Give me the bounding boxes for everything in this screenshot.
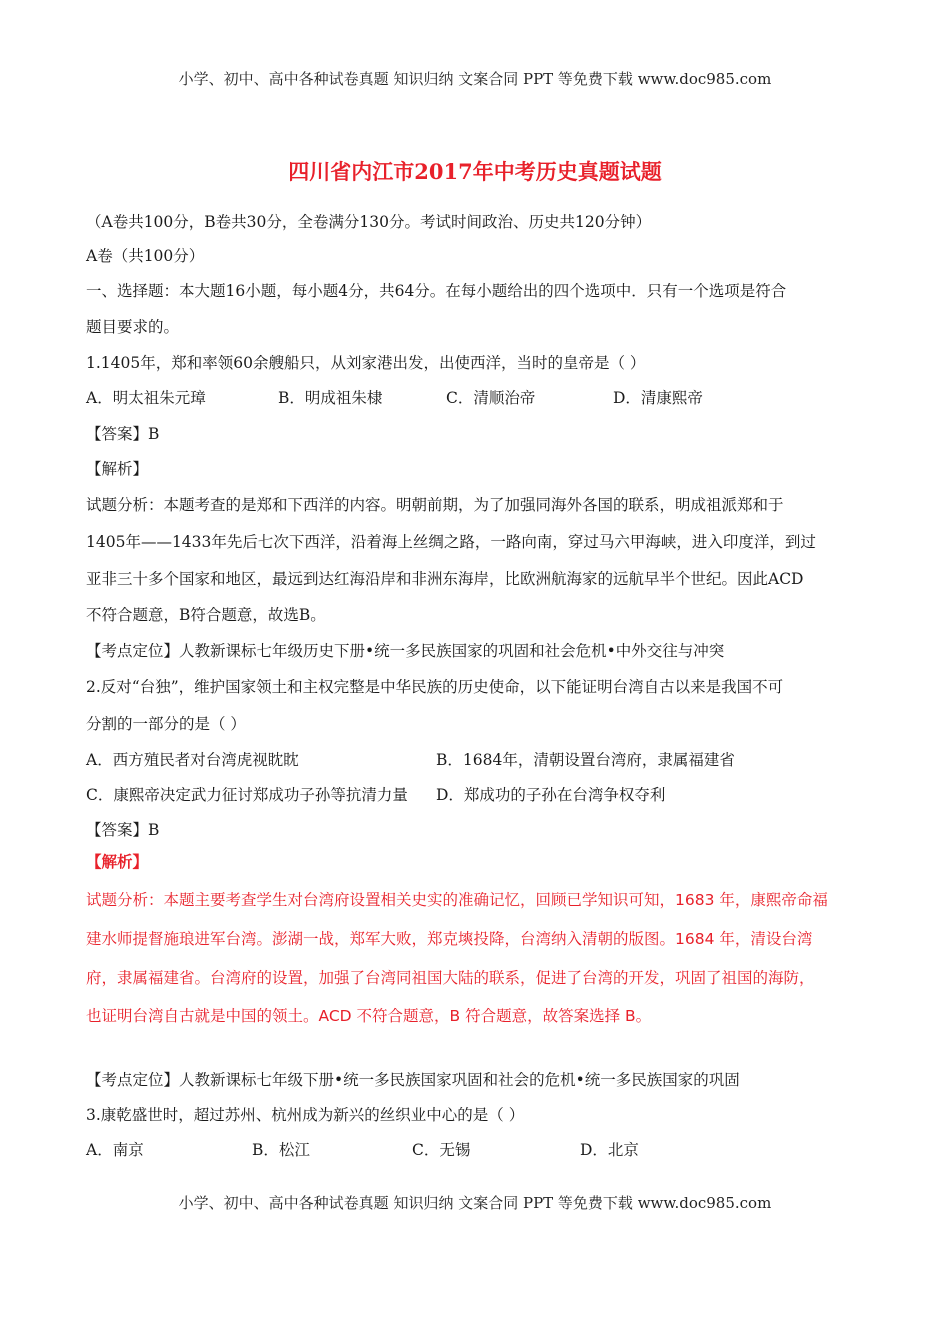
q2-stem-line-1: 2.反对“台独”，维护国家领土和主权完整是中华民族的历史使命，以下能证明台湾自古以来是我国不可 — [86, 678, 784, 696]
q2-kaodian: 【考点定位】人教新课标七年级下册•统一多民族国家巩固和社会的危机•统一多民族国家的巩固 — [86, 1071, 740, 1089]
q2-analysis-line: 试题分析：本题主要考查学生对台湾府设置相关史实的准确记忆，回顾已学知识可知，1683 年，康熙帝命福 — [86, 891, 828, 909]
q2-answer: 【答案】B — [86, 821, 160, 839]
q2-option-a: A．西方殖民者对台湾虎视眈眈 — [86, 751, 299, 769]
q2-option-d: D．郑成功的子孙在台湾争权夺利 — [436, 786, 666, 804]
q1-option-a: A．明太祖朱元璋 — [86, 389, 206, 407]
q2-analysis-line: 也证明台湾自古就是中国的领土。ACD 不符合题意，B 符合题意，故答案选择 B。 — [86, 1007, 652, 1025]
q3-option-c: C．无锡 — [412, 1141, 471, 1159]
instructions-line-1: 一、选择题：本大题16小题，每小题4分，共64分。在每小题给出的四个选项中．只有一个选项是符合 — [86, 282, 787, 300]
instructions-line-2: 题目要求的。 — [86, 318, 180, 336]
q2-analysis-line: 建水师提督施琅进军台湾。澎湖一战，郑军大败，郑克塽投降，台湾纳入清朝的版图。1684 年，清设台湾 — [86, 930, 813, 948]
section-a-heading: A卷（共100分） — [86, 247, 205, 265]
q2-stem-line-2: 分割的一部分的是（ ） — [86, 715, 246, 733]
q2-option-c: C．康熙帝决定武力征讨郑成功子孙等抗清力量 — [86, 786, 408, 804]
q1-analysis-line: 不符合题意，B符合题意，故选B。 — [86, 606, 326, 624]
q1-option-d: D．清康熙帝 — [613, 389, 703, 407]
q3-option-d: D．北京 — [580, 1141, 639, 1159]
q3-option-b: B．松江 — [252, 1141, 310, 1159]
q3-option-a: A．南京 — [86, 1141, 144, 1159]
q1-answer: 【答案】B — [86, 425, 160, 443]
q2-analysis-line: 府，隶属福建省。台湾府的设置，加强了台湾同祖国大陆的联系，促进了台湾的开发，巩固了祖国的海防， — [86, 969, 815, 987]
q1-option-c: C．清顺治帝 — [446, 389, 536, 407]
q1-kaodian: 【考点定位】人教新课标七年级历史下册•统一多民族国家的巩固和社会危机•中外交往与冲突 — [86, 642, 725, 660]
q2-analysis-label: 【解析】 — [86, 853, 149, 871]
q2-option-b: B．1684年，清朝设置台湾府，隶属福建省 — [436, 751, 735, 769]
q1-option-b: B．明成祖朱棣 — [278, 389, 383, 407]
q1-stem: 1.1405年，郑和率领60余艘船只，从刘家港出发，出使西洋，当时的皇帝是（ ） — [86, 354, 646, 372]
q1-analysis-line: 试题分析：本题考查的是郑和下西洋的内容。明朝前期，为了加强同海外各国的联系，明成祖派郑和于 — [86, 496, 784, 514]
page-header: 小学、初中、高中各种试卷真题 知识归纳 文案合同 PPT 等免费下载 www.doc985.com — [178, 70, 772, 88]
q1-analysis-line: 1405年——1433年先后七次下西洋，沿着海上丝绸之路，一路向南，穿过马六甲海峡，进入印度洋，到过 — [86, 533, 816, 551]
page-title: 四川省内江市2017年中考历史真题试题 — [288, 159, 662, 184]
q3-stem: 3.康乾盛世时，超过苏州、杭州成为新兴的丝织业中心的是（ ） — [86, 1106, 525, 1124]
q1-analysis-label: 【解析】 — [86, 460, 149, 478]
exam-intro: （A卷共100分，B卷共30分，全卷满分130分。考试时间政治、历史共120分钟） — [86, 213, 652, 231]
page-footer: 小学、初中、高中各种试卷真题 知识归纳 文案合同 PPT 等免费下载 www.doc985.com — [178, 1194, 772, 1212]
q1-analysis-line: 亚非三十多个国家和地区，最远到达红海沿岸和非洲东海岸，比欧洲航海家的远航早半个世纪。因此ACD — [86, 570, 804, 588]
